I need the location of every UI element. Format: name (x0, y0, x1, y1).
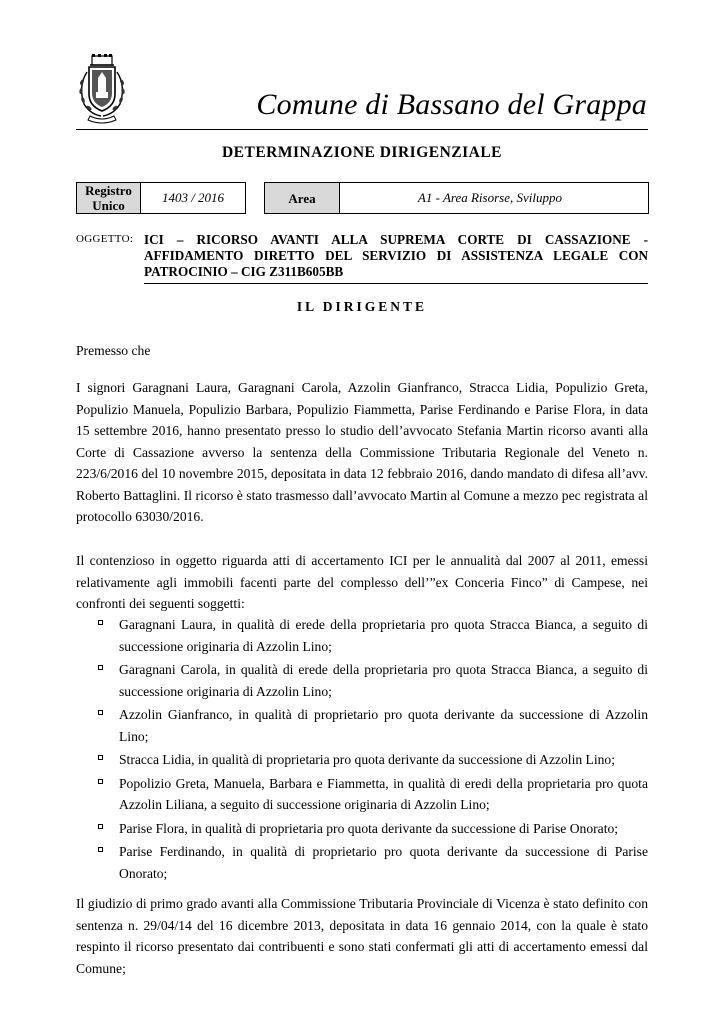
registro-value: 1403 / 2016 (161, 190, 225, 205)
document-type-heading: DETERMINAZIONE DIRIGENZIALE (221, 144, 503, 161)
list-item-text: Stracca Lidia, in qualità di proprietaria pro quota derivante da successione di Azzolin Lino; (119, 752, 616, 767)
paragraph-primo-grado (76, 893, 648, 979)
list-item (76, 659, 648, 702)
oggetto-label: OGGETTO: (76, 233, 134, 245)
area-value: A1 - Area Risorse, Sviluppo (417, 190, 562, 205)
comune-title: Comune di Bassano del Grappa (256, 88, 647, 121)
premesso-text: Premesso che (76, 343, 151, 358)
paragraph-ricorso (76, 377, 648, 528)
registro-label: Registro Unico (77, 183, 141, 213)
list-item-text: Garagnani Carola, in qualità di erede della proprietaria pro quota Stracca Bianca, a seguito di successione originaria di Azzolin Lino; (119, 662, 648, 699)
list-item-text: Azzolin Gianfranco, in qualità di proprietario pro quota derivante da successione di Azzolin Lino; (119, 707, 648, 744)
paragraph-text: I signori Garagnani Laura, Garagnani Carola, Azzolin Gianfranco, Stracca Lidia, Populizio Greta, Populizio Manuela, Populizio Barbara, Populizio Fiammetta, Parise Ferdinando e Parise Flora, in data 15 settembre 2016, hanno presentato presso lo studio dell’avvocato Stefania Martin ricorso avanti alla Corte di Cassazione avverso la sentenza della Commissione Tributaria Regionale del Veneto n. 223/6/2016 del 10 novembre 2015, depositata in data 12 febbraio 2016, dando mandato di difesa all’avv. Roberto Battaglini. Il ricorso è stato trasmesso dall’avvocato Martin al Comune a mezzo pec registrata al protocollo 63030/2016. (76, 380, 648, 524)
list-item (76, 818, 648, 840)
square-bullet-icon (98, 824, 103, 829)
list-item (76, 704, 648, 747)
paragraph-text: Il giudizio di primo grado avanti alla Commissione Tributaria Provinciale di Vicenza è stato definito con sentenza n. 29/04/14 del 16 dicembre 2013, depositata in data 16 gennaio 2014, con la quale è stato respinto il ricorso presentato dai contribuenti e sono stati confermati gli atti di accertamento emessi dal Comune; (76, 896, 648, 976)
premesso-line (76, 340, 648, 362)
list-item-text: Parise Ferdinando, in qualità di proprietario pro quota derivante da successione di Parise Onorato; (119, 844, 648, 881)
square-bullet-icon (98, 779, 103, 784)
list-item (76, 773, 648, 816)
list-item-text: Garagnani Laura, in qualità di erede della proprietaria pro quota Stracca Bianca, a seguito di successione originaria di Azzolin Lino; (119, 617, 648, 654)
list-item (76, 749, 648, 771)
paragraph-contenzioso (76, 550, 648, 615)
square-bullet-icon (98, 620, 103, 625)
oggetto-section (76, 232, 648, 280)
square-bullet-icon (98, 847, 103, 852)
paragraph-text: Il contenzioso in oggetto riguarda atti di accertamento ICI per le annualità dal 2007 al 2011, emessi relativamente agli immobili facenti parte del complesso dell’”ex Conceria Finco” di Campese, nei confronti dei seguenti soggetti: (76, 553, 648, 611)
square-bullet-icon (98, 710, 103, 715)
area-label: Area (265, 183, 340, 213)
list-item-text: Popolizio Greta, Manuela, Barbara e Fiammetta, in qualità di eredi della proprietaria pro quota Azzolin Liliana, a seguito di successione originaria di Azzolin Lino; (119, 775, 648, 812)
list-item (76, 614, 648, 657)
soggetti-list (76, 614, 648, 886)
header-divider (76, 129, 648, 130)
square-bullet-icon (98, 755, 103, 760)
oggetto-text: ICI – RICORSO AVANTI ALLA SUPREMA CORTE DI CASSAZIONE - AFFIDAMENTO DIRETTO DEL SERVIZIO DI ASSISTENZA LEGALE CON PATROCINIO – CIG Z311B605BB (144, 232, 648, 279)
list-item-text: Parise Flora, in qualità di proprietaria pro quota derivante da successione di Parise Onorato; (119, 820, 619, 836)
registro-box (76, 182, 246, 214)
square-bullet-icon (98, 665, 103, 670)
dirigente-heading: IL DIRIGENTE (296, 299, 428, 314)
area-box (264, 182, 649, 214)
list-item (76, 841, 648, 884)
oggetto-divider (144, 283, 648, 284)
city-coat-of-arms-icon (74, 54, 130, 124)
